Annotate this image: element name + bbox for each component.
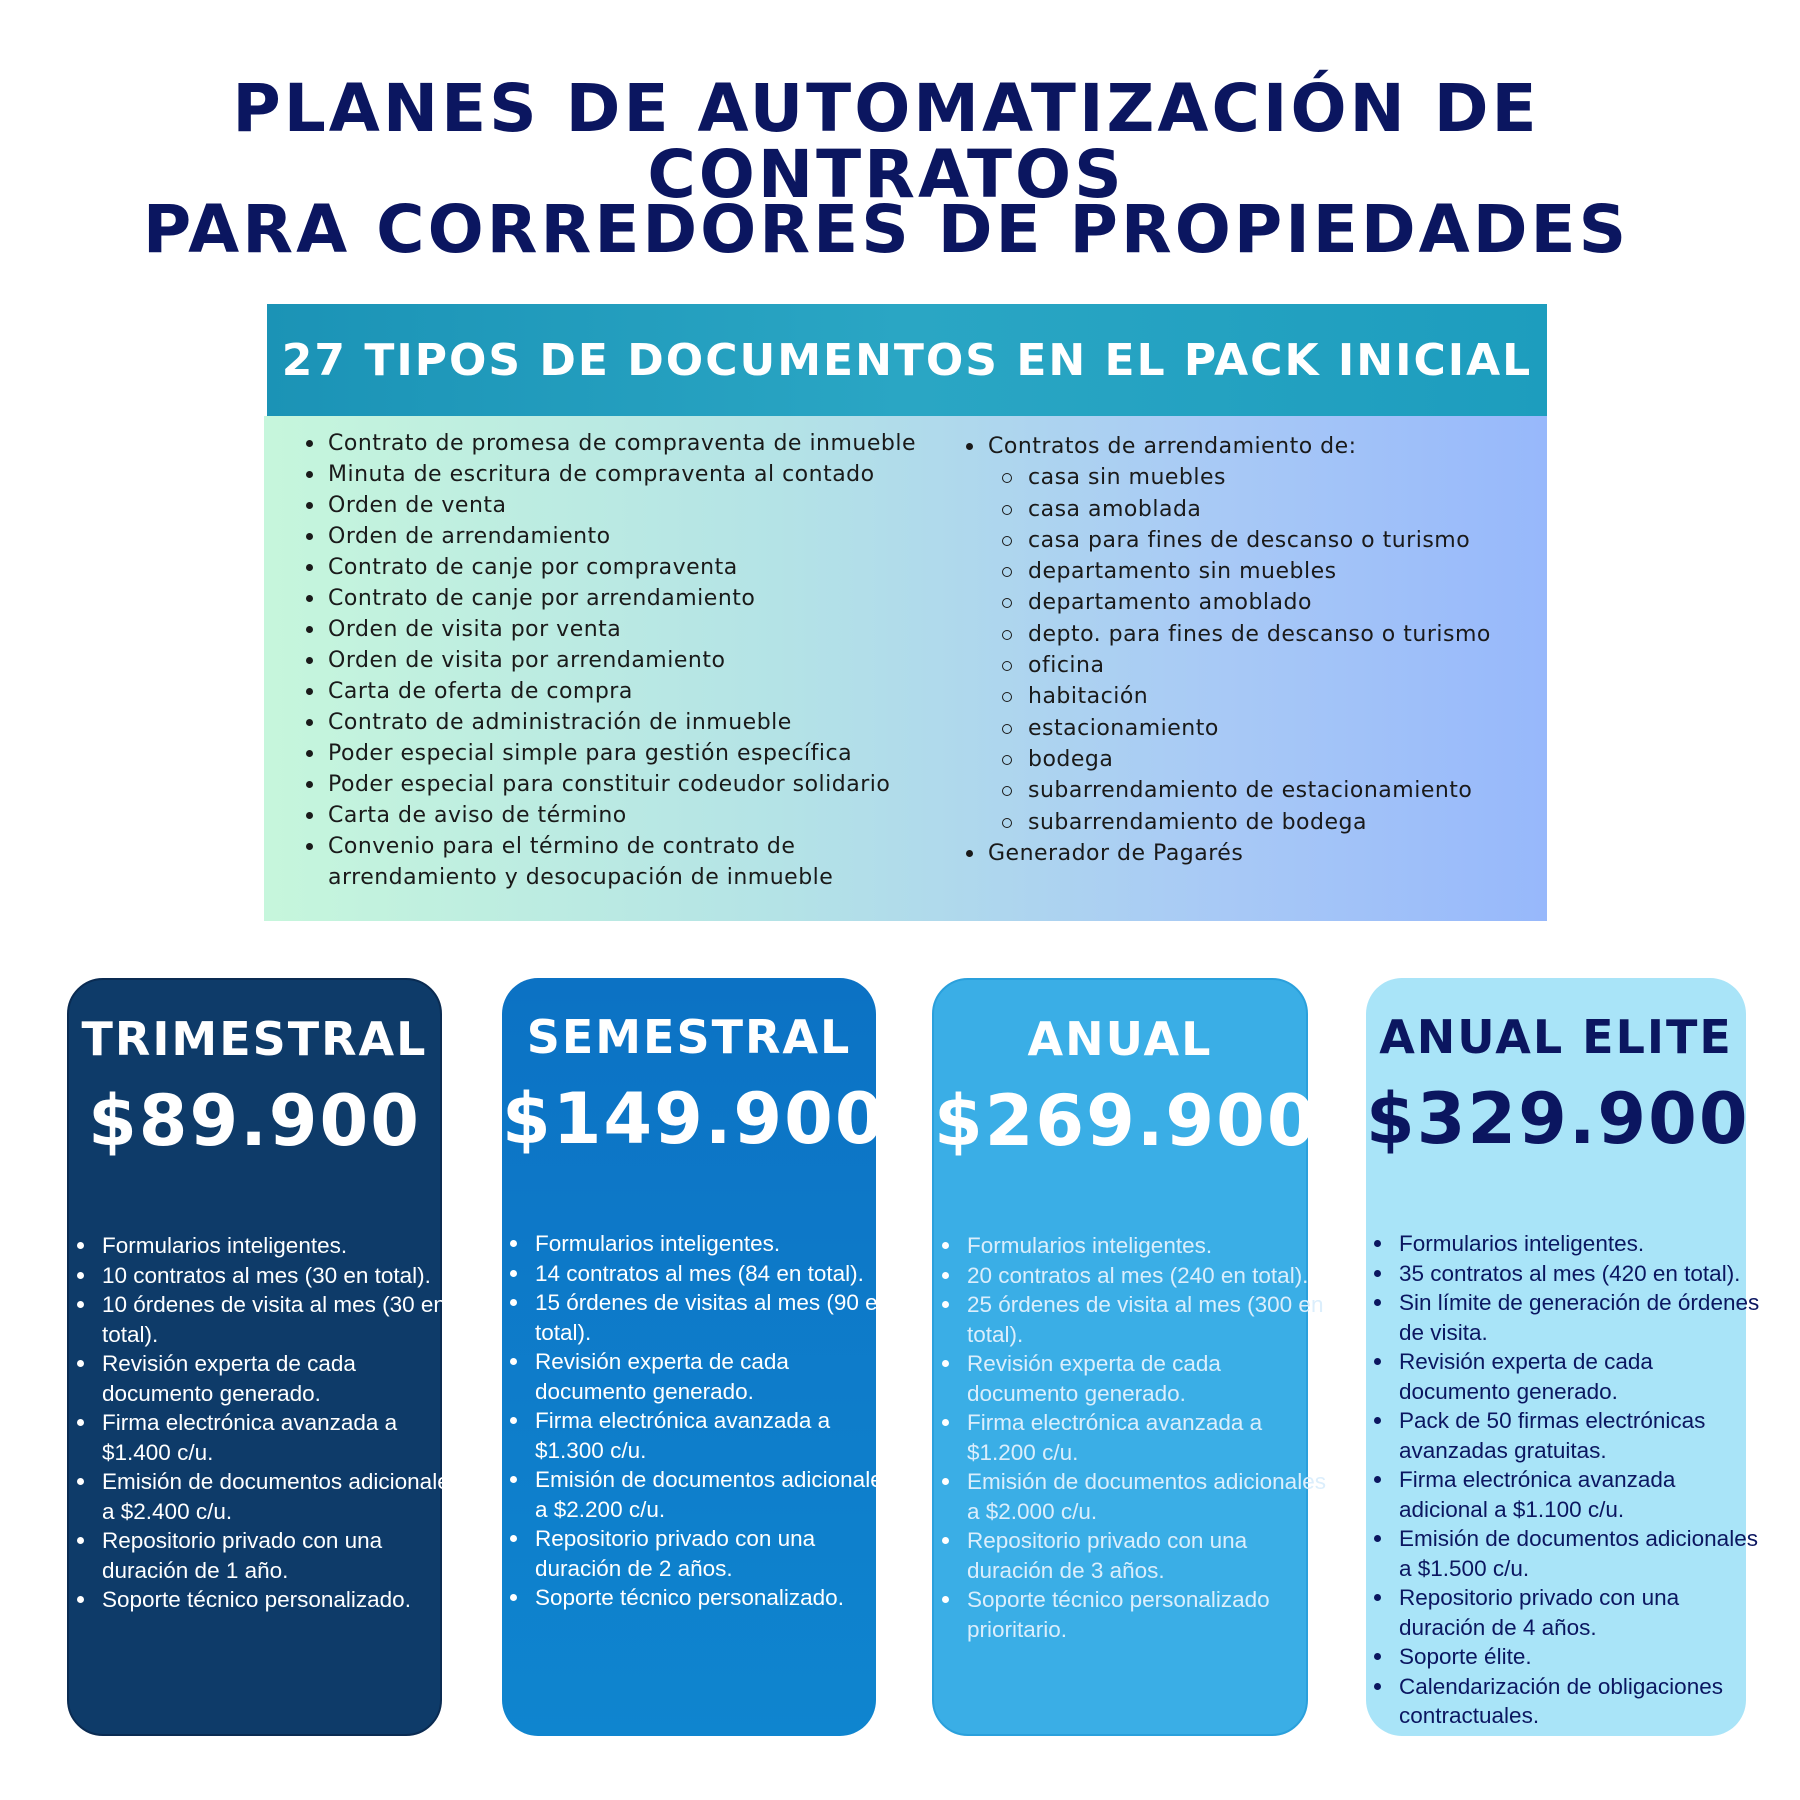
plan-feature: Formularios inteligentes. [535,1229,897,1259]
plan-feature-list [535,1229,897,1613]
list-item: Generador de Pagarés [988,838,1491,869]
list-item: Orden de visita por venta [328,614,916,645]
list-item: Convenio para el término de contrato de [328,831,916,862]
plan-name: ANUAL ELITE [1379,1010,1733,1064]
pack-header-banner [267,304,1547,416]
page-title-line-2: PARA CORREDORES DE PROPIEDADES [142,191,1630,268]
plan-feature: 10 órdenes de visita al mes (30 en total). [102,1290,464,1349]
sub-list-item: departamento sin muebles [1028,556,1491,587]
plan-feature: Revisión experta de cada documento generado. [102,1349,464,1408]
plan-name: SEMESTRAL [526,1010,852,1064]
plan-feature: Repositorio privado con una duración de 3 años. [967,1526,1329,1585]
list-item: Carta de aviso de término [328,800,916,831]
sub-list-item: estacionamiento [1028,713,1491,744]
plan-feature: 20 contratos al mes (240 en total). [967,1261,1329,1291]
plan-price: $149.900 [502,1078,886,1160]
sub-list-item: bodega [1028,744,1491,775]
plan-feature: Soporte élite. [1399,1642,1761,1672]
sub-list-item: casa para fines de descanso o turismo [1028,525,1491,556]
sub-list-item: subarrendamiento de bodega [1028,807,1491,838]
plan-feature-list [967,1231,1329,1644]
list-item: Minuta de escritura de compraventa al contado [328,459,916,490]
sub-list-item: habitación [1028,681,1491,712]
plan-feature: 25 órdenes de visita al mes (300 en total). [967,1290,1329,1349]
plan-feature: Revisión experta de cada documento generado. [967,1349,1329,1408]
page-title-line-1: PLANES DE AUTOMATIZACIÓN DE CONTRATOS [232,70,1540,213]
plan-feature: Firma electrónica avanzada a $1.400 c/u. [102,1408,464,1467]
plan-feature: Pack de 50 firmas electrónicas avanzadas gratuitas. [1399,1406,1761,1465]
list-item: Poder especial simple para gestión específica [328,738,916,769]
pack-header-title: 27 TIPOS DE DOCUMENTOS EN EL PACK INICIAL [281,334,1533,386]
plan-feature: 14 contratos al mes (84 en total). [535,1259,897,1289]
plan-feature: 35 contratos al mes (420 en total). [1399,1259,1761,1289]
list-item: Poder especial para constituir codeudor solidario [328,769,916,800]
plan-name: TRIMESTRAL [81,1012,428,1066]
plan-feature: 15 órdenes de visitas al mes (90 en total). [535,1288,897,1347]
plan-feature: Emisión de documentos adicionales a $2.200 c/u. [535,1465,897,1524]
sub-list-item: depto. para fines de descanso o turismo [1028,619,1491,650]
plan-feature: Soporte técnico personalizado. [102,1585,464,1615]
sub-list-item: oficina [1028,650,1491,681]
sub-list-item: casa amoblada [1028,494,1491,525]
list-item: Contrato de canje por compraventa [328,552,916,583]
list-item: Orden de visita por arrendamiento [328,645,916,676]
plan-feature-list [1399,1229,1761,1731]
plan-feature: Emisión de documentos adicionales a $2.000 c/u. [967,1467,1329,1526]
plan-price: $89.900 [88,1080,421,1162]
plan-feature: Soporte técnico personalizado. [535,1583,897,1613]
plan-feature: Emisión de documentos adicionales a $2.400 c/u. [102,1467,464,1526]
plan-feature: Formularios inteligentes. [102,1231,464,1261]
list-item: Contrato de promesa de compraventa de inmueble [328,428,916,459]
plan-feature: Firma electrónica avanzada a $1.300 c/u. [535,1406,897,1465]
sub-list-item: departamento amoblado [1028,587,1491,618]
list-item: Contrato de canje por arrendamiento [328,583,916,614]
plan-feature: Firma electrónica avanzada a $1.200 c/u. [967,1408,1329,1467]
list-item-heading: Contratos de arrendamiento de: [988,431,1491,462]
plan-feature: Repositorio privado con una duración de 4 años. [1399,1583,1761,1642]
sub-list-item: subarrendamiento de estacionamiento [1028,775,1491,806]
plan-feature: Formularios inteligentes. [1399,1229,1761,1259]
plan-feature: Revisión experta de cada documento generado. [1399,1347,1761,1406]
list-item: Orden de arrendamiento [328,521,916,552]
plan-price: $329.900 [1366,1078,1750,1160]
pack-right-list [988,431,1491,869]
plan-name: ANUAL [1027,1012,1213,1066]
plan-feature: Soporte técnico personalizado prioritario. [967,1585,1329,1644]
plan-feature: 10 contratos al mes (30 en total). [102,1261,464,1291]
list-item: Carta de oferta de compra [328,676,916,707]
plan-feature: Calendarización de obligaciones contractuales. [1399,1672,1761,1731]
plan-feature-list [102,1231,464,1615]
plan-feature: Emisión de documentos adicionales a $1.500 c/u. [1399,1524,1761,1583]
list-item-continuation: arrendamiento y desocupación de inmueble [328,865,834,890]
plan-feature: Repositorio privado con una duración de 1 año. [102,1526,464,1585]
pack-left-list [328,428,916,893]
sub-list-item: casa sin muebles [1028,462,1491,493]
plan-price: $269.900 [934,1080,1318,1162]
plan-card-semestral [502,978,894,1736]
list-item: Contrato de administración de inmueble [328,707,916,738]
plan-card-anual-elite [1366,978,1760,1736]
list-item: Orden de venta [328,490,916,521]
plan-feature: Revisión experta de cada documento generado. [535,1347,897,1406]
plan-feature: Repositorio privado con una duración de 2 años. [535,1524,897,1583]
plan-feature: Firma electrónica avanzada adicional a $1.100 c/u. [1399,1465,1761,1524]
plan-card-anual [932,978,1326,1736]
plan-feature: Formularios inteligentes. [967,1231,1329,1261]
plan-card-trimestral [67,978,461,1736]
plan-feature: Sin límite de generación de órdenes de visita. [1399,1288,1761,1347]
